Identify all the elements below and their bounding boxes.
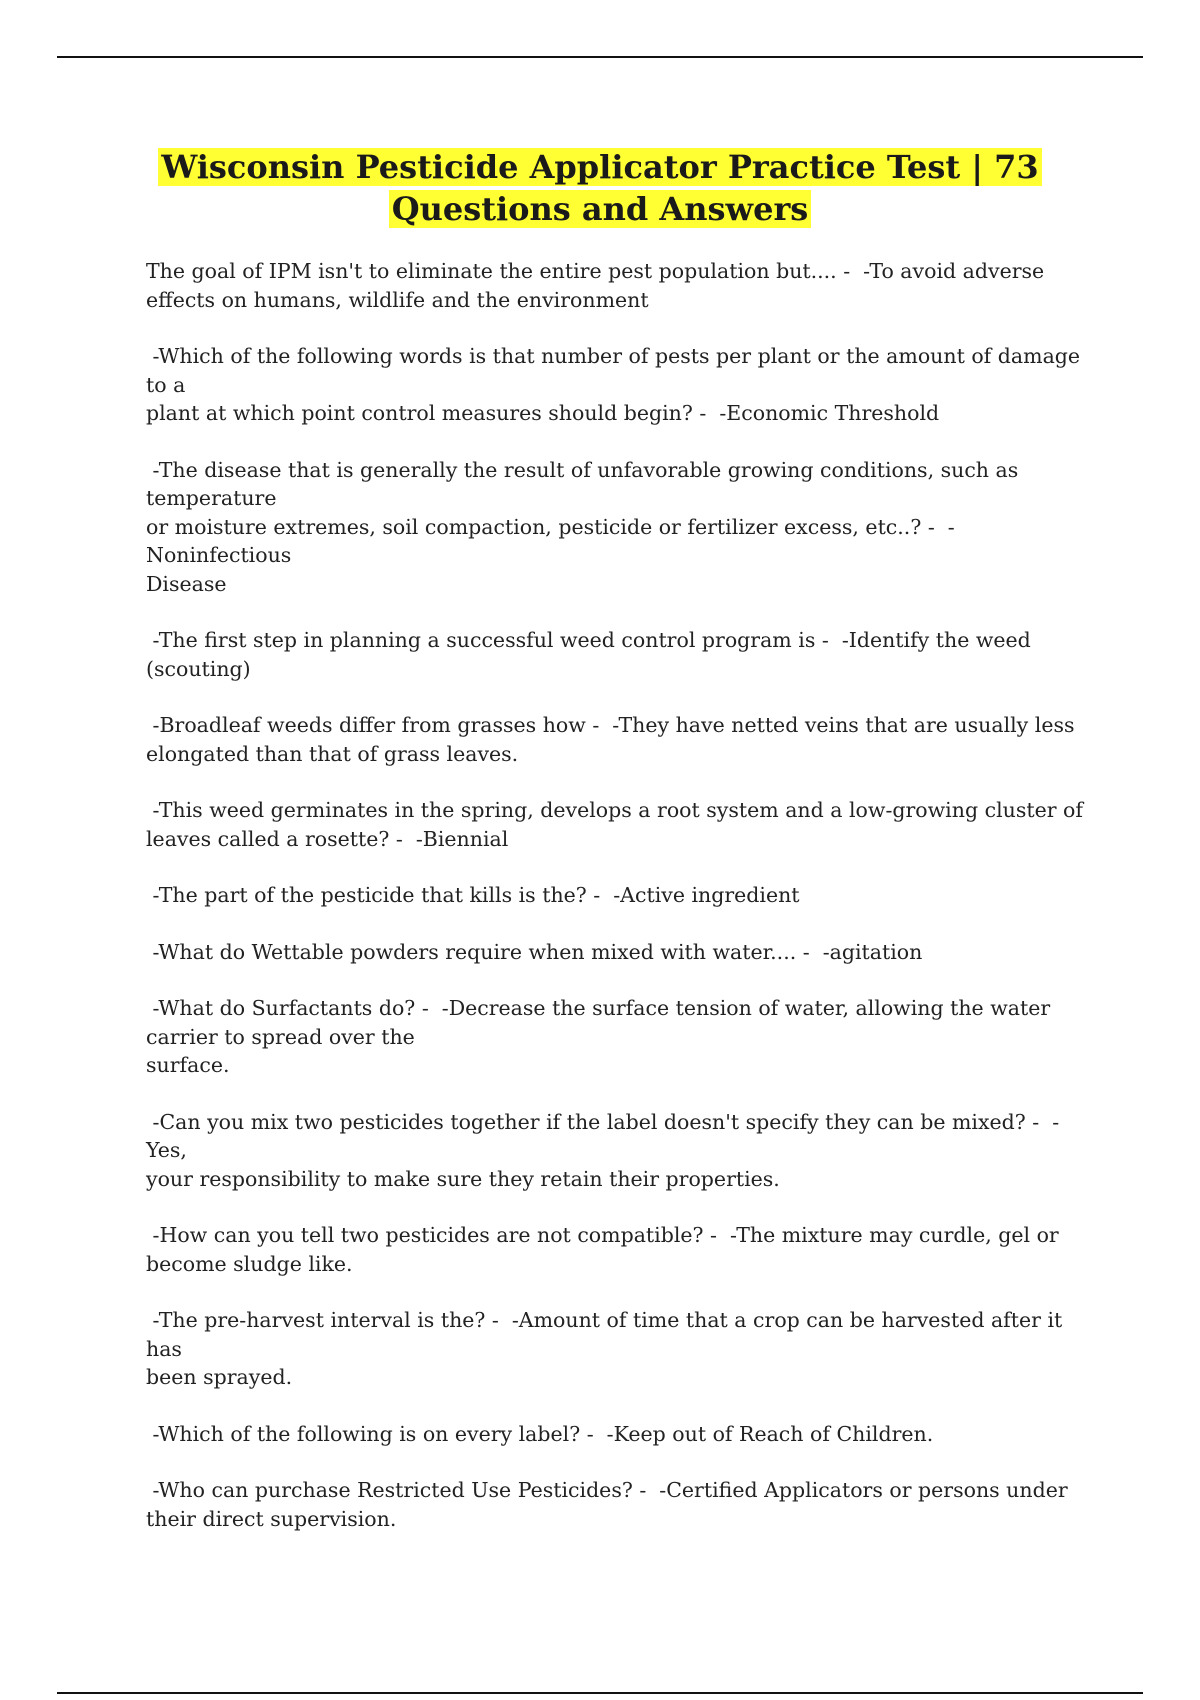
title-line-2: Questions and Answers (389, 190, 812, 228)
qa-item: -Which of the following words is that number of pests per plant or the amount of damage to a plant at which point control measures should begin? - -Economic Threshold (146, 344, 1081, 425)
qa-item: -The first step in planning a successful weed control program is - -Identify the weed (scouting) (146, 628, 1031, 681)
qa-item: -What do Wettable powders require when mixed with water.... - -agitation (146, 939, 923, 964)
qa-item: -How can you tell two pesticides are not compatible? - -The mixture may curdle, gel or become sludge like. (146, 1223, 1059, 1276)
qa-item: The goal of IPM isn't to eliminate the entire pest population but.... - -To avoid adverse effects on humans, wildlife and the environment (146, 259, 1045, 312)
qa-item: -This weed germinates in the spring, develops a root system and a low-growing cluster of leaves called a rosette? - -Biennial (146, 798, 1083, 851)
document-title (0, 146, 1200, 230)
qa-item: -Who can purchase Restricted Use Pesticides? - -Certified Applicators or persons under their direct supervision. (146, 1478, 1068, 1531)
qa-item: -Which of the following is on every label? - -Keep out of Reach of Children. (146, 1421, 934, 1446)
top-divider (57, 56, 1143, 58)
qa-item: -What do Surfactants do? - -Decrease the surface tension of water, allowing the water carrier to spread over the surface. (146, 996, 1051, 1077)
qa-list (146, 257, 1091, 1561)
title-line-1: Wisconsin Pesticide Applicator Practice Test | 73 (158, 148, 1041, 186)
qa-item: -The disease that is generally the result of unfavorable growing conditions, such as temperature or moisture extremes, soil compaction, pesticide or fertilizer excess, etc..? - -Noninfectious Disease (146, 457, 1019, 596)
qa-item: -Can you mix two pesticides together if the label doesn't specify they can be mixed? - -Yes, your responsibility to make sure they retain their properties. (146, 1109, 1060, 1191)
qa-item: -The pre-harvest interval is the? - -Amount of time that a crop can be harvested after it has been sprayed. (146, 1308, 1063, 1389)
qa-item: -Broadleaf weeds differ from grasses how - -They have netted veins that are usually less elongated than that of grass leaves. (146, 713, 1075, 766)
bottom-divider (57, 1692, 1143, 1694)
qa-item: -The part of the pesticide that kills is the? - -Active ingredient (146, 883, 800, 907)
